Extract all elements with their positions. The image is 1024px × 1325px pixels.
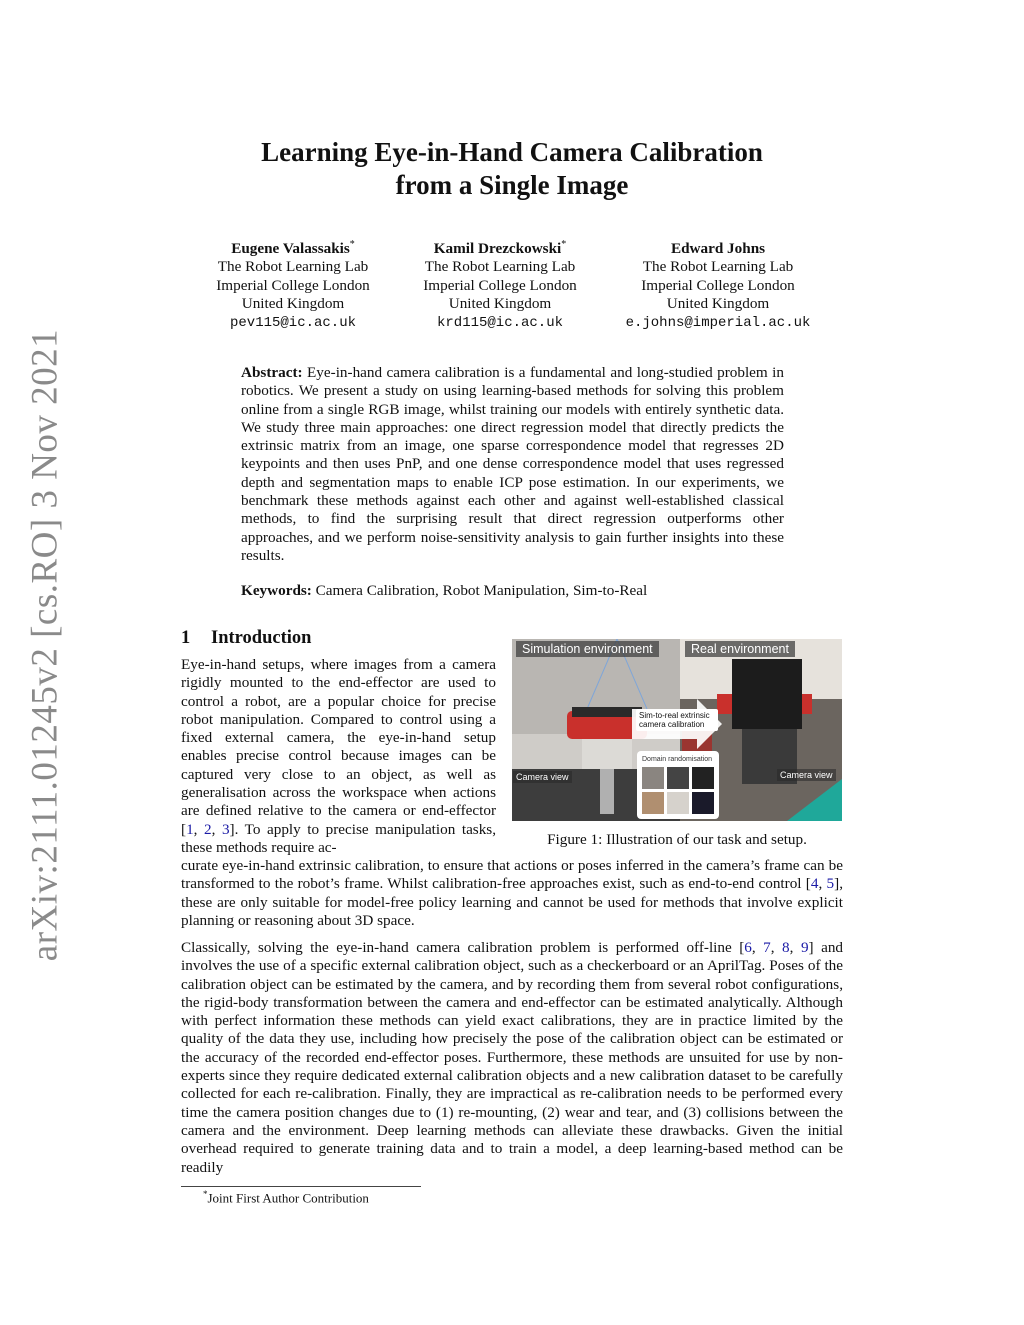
figure-1-illustration [512, 639, 842, 821]
citation-link[interactable]: 7 [763, 939, 771, 956]
author-college: Imperial College London [641, 276, 795, 294]
author-name: Edward Johns [670, 240, 766, 258]
figure-label-real: Real environment [685, 641, 795, 657]
section-heading [181, 628, 311, 649]
keywords [241, 582, 784, 600]
author-lab: The Robot Learning Lab [642, 258, 794, 276]
footnote-text: Joint First Author Contribution [207, 1190, 369, 1206]
citation-link[interactable]: 3 [221, 820, 230, 838]
figure-camera-view-left: Camera view [513, 771, 572, 783]
author-3 [610, 236, 826, 332]
citation-link[interactable]: 4 [810, 875, 819, 893]
citation-link[interactable]: 2 [204, 820, 212, 838]
footnote [203, 1189, 369, 1206]
author-1 [193, 236, 393, 332]
footnote-divider [181, 1186, 421, 1187]
intro-paragraph-2: Classically, solving the eye-in-hand camera calibration problem is performed off-line [6, 7, 8, 9] and involves the use of a specific external calibration object, such as a checkerboard or an AprilTag. Poses of the calibration object can be estimated by the camera, and by recording them from several robot configurations, the rigid-body transformation between the camera and end-effector can be estimated analytically. Although with perfect information these methods can yield exact calibrations, they are in practice limited by the quality of the data they use, including how precisely the pose of the calibration object can be estimated or the accuracy of the recorded end-effector poses. Furthermore, these methods are unsuited for use by non-experts since they require dedicated external calibration objects and a new calibration dataset to be carefully collected for each re-calibration. Finally, they are impractical as re-calibration needs to be performed every time the camera position changes due to (1) re-mounting, (2) wear and tear, and (3) collisions between the camera and the environment. Deep learning methods can alleviate these drawbacks. Given the initial overhead required to generate training data and to train a model, a deep learning-based method can be readily [181, 939, 844, 1176]
author-country: United Kingdom [241, 295, 345, 313]
author-lab: The Robot Learning Lab [424, 258, 576, 276]
author-email[interactable]: pev115@ic.ac.uk [229, 314, 357, 331]
figure-label-sim: Simulation environment [516, 641, 659, 657]
title-line-1: Learning Eye-in-Hand Camera Calibration [261, 137, 763, 167]
title-line-2: from a Single Image [395, 170, 629, 200]
figure-callout: Sim-to-real extrinsic camera calibration [636, 709, 718, 731]
abstract-text: Eye-in-hand camera calibration is a fundamental and long-studied problem in robotics. We present a study on using learning-based methods for solving this problem online from a single RGB image, whilst training our models with entirely synthetic data. We study three main approaches: one direct regression model that directly predicts the extrinsic matrix from an image, one sparse correspondence model that regresses 2D keypoints and then uses PnP, and one dense correspondence model that uses regressed depth and segmentation maps to enable ICP pose estimation. In our experiments, we benchmark these methods against each other and against well-established classical methods, to find the surprising result that direct regression outperforms other approaches, and we perform noise-sensitivity analysis to gain further insights into these results. [241, 364, 784, 564]
figure-caption: Figure 1: Illustration of our task and setup. [547, 831, 807, 848]
citation-link[interactable]: 1 [186, 820, 194, 838]
keywords-text: Camera Calibration, Robot Manipulation, Sim-to-Real [315, 582, 648, 599]
author-email[interactable]: e.johns@imperial.ac.uk [625, 314, 811, 331]
citation-link[interactable]: 6 [744, 939, 752, 956]
author-block [180, 236, 844, 336]
intro-paragraph-1-full: curate eye-in-hand extrinsic calibration, to ensure that actions or poses inferred in the camera’s frame can be transformed to the robot’s frame. Whilst calibration-free approaches exist, such as end-to-end control [4, 5], these are only suitable for model-free policy learning and cannot be used for methods that involve explicit planning or reasoning about 3D space. [181, 857, 843, 929]
author-country: United Kingdom [448, 295, 552, 313]
author-name: Kamil Drezckowski* [433, 239, 567, 258]
author-country: United Kingdom [666, 295, 770, 313]
abstract [241, 364, 784, 565]
section-title: Introduction [211, 628, 312, 648]
author-2 [400, 236, 600, 332]
intro-paragraph-1-wrapped: Eye-in-hand setups, where images from a camera rigidly mounted to the end-effector are used to control a robot, are a popular choice for precise robot manipulation. Compared to control using a fixed external camera, the eye-in-hand setup enables precise control because images can be captured very close to an object, as well as generalisation across the workspace when actions are defined relative to the camera or end-effector [1, 2, 3]. To apply to precise manipulation tasks, these methods require ac- [181, 656, 497, 856]
arxiv-identifier: arXiv:2111.01245v2 [cs.RO] 3 Nov 2021 [24, 328, 66, 962]
author-email[interactable]: krd115@ic.ac.uk [436, 314, 564, 331]
citation-link[interactable]: 9 [800, 939, 809, 956]
citation-link[interactable]: 5 [826, 875, 835, 893]
author-lab: The Robot Learning Lab [217, 258, 369, 276]
section-number: 1 [181, 628, 191, 648]
keywords-label: Keywords: [241, 582, 312, 599]
footnote-mark: * [203, 1189, 208, 1199]
author-college: Imperial College London [216, 276, 370, 294]
figure-camera-view-right: Camera view [777, 769, 836, 781]
author-name: Eugene Valassakis* [231, 239, 355, 258]
author-college: Imperial College London [423, 276, 577, 294]
figure-domain-label: Domain randomisation [642, 756, 713, 763]
abstract-label: Abstract: [241, 364, 303, 381]
citation-link[interactable]: 8 [782, 939, 790, 956]
paper-title [180, 136, 844, 202]
